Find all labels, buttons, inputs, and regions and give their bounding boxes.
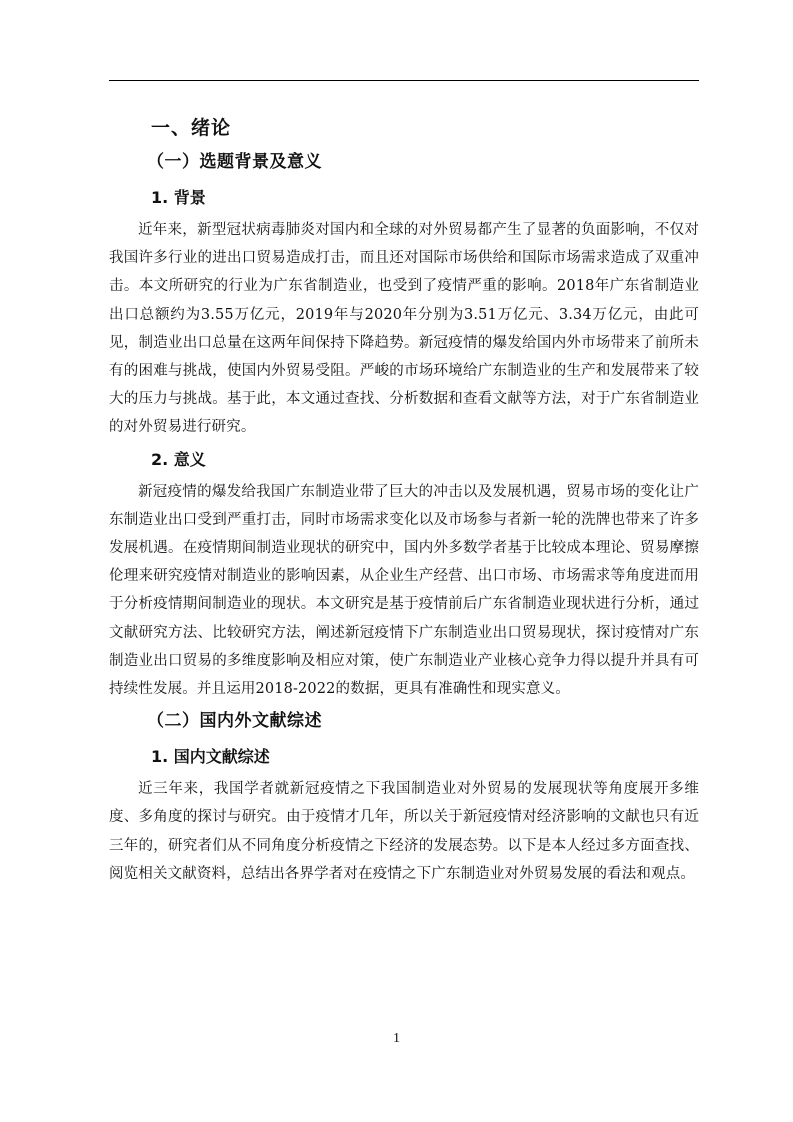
subsection-heading: 1. 国内文献综述: [151, 747, 270, 767]
paragraph: 近年来，新型冠状病毒肺炎对国内和全球的对外贸易都产生了显著的负面影响，不仅对我国许多行业的进出口贸易造成打击，而且还对国际市场供给和国际市场需求造成了双重冲击。本文所研究的行业为广东省制造业，也受到了疫情严重的影响。2018年广东省制造业出口总额约为3.55万亿元，2019年与2020年分别为3.51万亿元、3.34万亿元，由此可见，制造业出口总量在这两年间保持下降趋势。新冠疫情的爆发给国内外市场带来了前所未有的困难与挑战，使国内外贸易受阻。严峻的市场环境给广东制造业的生产和发展带来了较大的压力与挑战。基于此，本文通过查找、分析数据和查看文献等方法，对于广东省制造业的对外贸易进行研究。: [109, 222, 699, 436]
paragraph: 新冠疫情的爆发给我国广东制造业带了巨大的冲击以及发展机遇，贸易市场的变化让广东制造业出口受到严重打击，同时市场需求变化以及市场参与者新一轮的洗牌也带来了许多发展机遇。在疫情期间制造业现状的研究中，国内外多数学者基于比较成本理论、贸易摩擦伦理来研究疫情对制造业的影响因素，从企业生产经营、出口市场、市场需求等角度进而用于分析疫情期间制造业的现状。本文研究是基于疫情前后广东省制造业现状进行分析，通过文献研究方法、比较研究方法，阐述新冠疫情下广东制造业出口贸易现状，探讨疫情对广东制造业出口贸易的多维度影响及相应对策，使广东制造业产业核心竞争力得以提升并具有可持续性发展。并且运用2018-2022的数据，更具有准确性和现实意义。: [109, 483, 699, 698]
subsection-heading: 1. 背景: [151, 188, 206, 207]
document-body: [109, 112, 699, 888]
paragraph: 近三年来，我国学者就新冠疫情之下我国制造业对外贸易的发展现状等角度展开多维度、多角度的探讨与研究。由于疫情才几年，所以关于新冠疫情对经济影响的文献也只有近三年的，研究者们从不同角度分析疫情之下经济的发展态势。以下是本人经过多方面查找、阅览相关文献资料，总结出各界学者对在疫情之下广东制造业对外贸易发展的看法和观点。: [109, 781, 699, 882]
header-rule: [109, 80, 699, 81]
section-heading: （二）国内外文献综述: [147, 711, 322, 732]
subsection-heading: 2. 意义: [151, 449, 206, 469]
chapter-title: 一、绪论: [151, 117, 232, 139]
section-heading: （一）选题背景及意义: [147, 152, 322, 172]
page-number: 1: [393, 1031, 400, 1046]
